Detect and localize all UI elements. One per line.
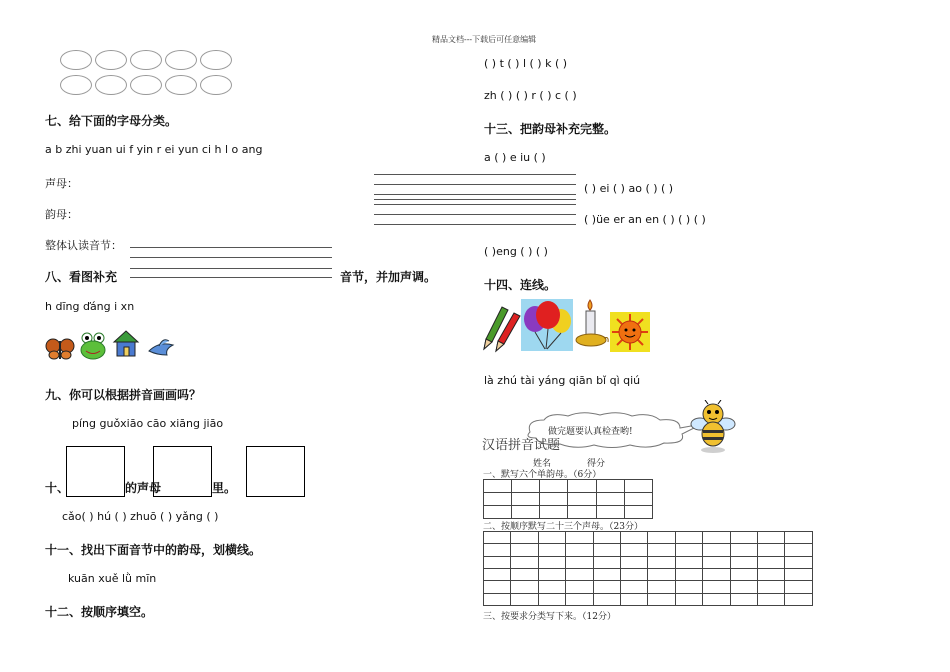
q7-letters: a b zhi yuan ui f yin r ei yun ci h l o ang	[45, 143, 263, 156]
house-icon	[112, 328, 140, 358]
q7-zhengti-label: 整体认读音节：	[45, 239, 122, 252]
q7-title: 七、给下面的字母分类。	[45, 114, 178, 128]
writing-line	[374, 199, 576, 200]
writing-line	[130, 247, 332, 248]
section2-grid[interactable]	[483, 531, 813, 606]
q8-title: 八、看图补充	[45, 270, 118, 284]
header-note: 精品文档---下载后可任意编辑	[432, 35, 537, 44]
writing-line	[374, 184, 576, 185]
score-label: 得分	[587, 459, 606, 469]
q14-title: 十四、连线。	[484, 278, 557, 292]
pencil-icon	[480, 303, 522, 353]
q8-suffix: 音节，并加声调。	[340, 270, 437, 284]
writing-line	[374, 214, 576, 215]
section1-grid[interactable]	[483, 479, 653, 519]
bird-icon	[147, 337, 177, 359]
drawing-box[interactable]	[153, 446, 212, 497]
drawing-box[interactable]	[66, 446, 125, 497]
q13-title: 十三、把韵母补充完整。	[484, 122, 617, 136]
butterfly-icon	[45, 337, 75, 361]
q13-row1: a ( ) e iu ( )	[484, 151, 546, 164]
right-row2: zh ( ) ( ) r ( ) c ( )	[484, 89, 577, 102]
section1-label: 一、默写六个单韵母。（6分）	[483, 470, 602, 480]
q7-shengmu-label: 声母：	[45, 177, 78, 190]
q13-row2: ( ) ei ( ) ao ( ) ( )	[584, 182, 674, 195]
balloons-icon	[521, 299, 573, 351]
writing-line	[374, 224, 576, 225]
q10-suffix: 里。	[212, 481, 237, 495]
sun-icon	[610, 312, 650, 352]
q12-title: 十二、按顺序填空。	[45, 605, 154, 619]
q11-title: 十一、找出下面音节中的韵母，划横线。	[45, 543, 262, 557]
right-row1: ( ) t ( ) l ( ) k ( )	[484, 57, 568, 70]
q14-words: là zhú tài yáng qiān bǐ qì qiú	[484, 374, 641, 387]
q9-title: 九、你可以根据拼音画画吗？	[45, 388, 202, 402]
writing-line	[374, 194, 576, 195]
q7-yunmu-label: 韵母：	[45, 208, 78, 221]
writing-line	[374, 174, 576, 175]
q13-row3: ( )üe er an en ( ) ( ) ( )	[584, 213, 706, 226]
q8-syllables: h dīng ďáng i xn	[45, 300, 135, 313]
bubble-text: 做完题要认真检查哟!	[548, 427, 633, 437]
frog-icon	[78, 331, 108, 361]
section2-label: 二、按顺序默写二十三个声母。（23分）	[483, 522, 643, 532]
q10-middle: 的声母	[125, 481, 162, 495]
name-label: 姓名	[533, 459, 552, 469]
bee-icon	[686, 400, 738, 454]
q13-row4: ( )eng ( ) ( )	[484, 245, 548, 258]
writing-line	[130, 277, 332, 278]
test-title: 汉语拼音试题	[482, 438, 561, 453]
q9-pinyin: píng guǒxiāo cāo xiāng jiāo	[72, 417, 224, 430]
writing-line	[374, 204, 576, 205]
drawing-box[interactable]	[246, 446, 305, 497]
writing-line	[130, 257, 332, 258]
candle-icon	[574, 298, 610, 350]
q10-prefix: 十、	[45, 481, 70, 495]
section3-label: 三、按要求分类写下来。（12分）	[483, 612, 616, 622]
writing-line	[130, 268, 332, 269]
q10-items: cǎo( ) hú ( ) zhuō ( ) yǎng ( )	[62, 510, 219, 523]
q11-items: kuān xuě lǜ mīn	[68, 572, 157, 585]
